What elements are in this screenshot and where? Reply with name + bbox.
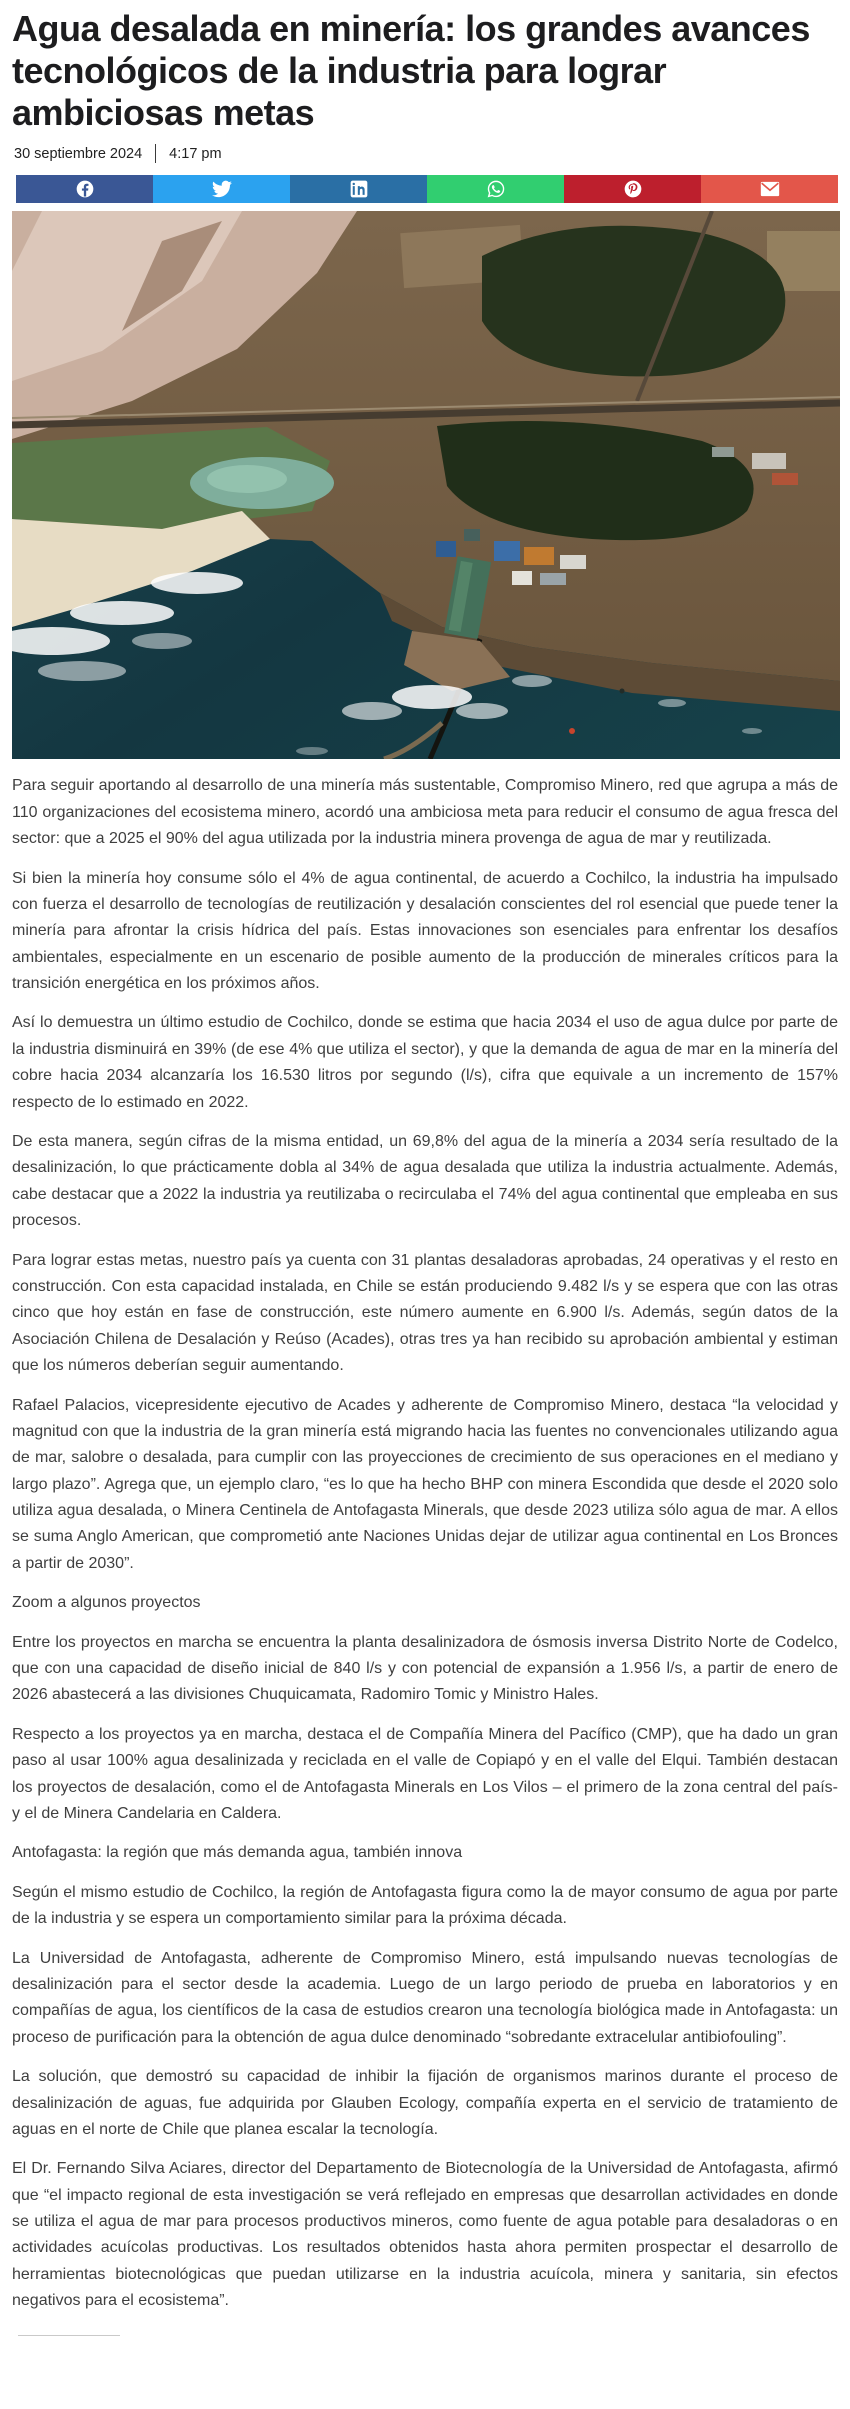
share-pinterest-button[interactable]	[564, 175, 701, 203]
article-paragraph: Según el mismo estudio de Cochilco, la región de Antofagasta figura como la de mayor consumo de agua por parte de la industria y se espera un comportamiento similar para la próxima década.	[12, 1883, 838, 1928]
linkedin-icon	[349, 179, 369, 199]
share-facebook-button[interactable]	[16, 175, 153, 203]
twitter-icon	[212, 179, 232, 199]
article-paragraph: Rafael Palacios, vicepresidente ejecutivo de Acades y adherente de Compromiso Minero, destaca “la velocidad y magnitud con que la industria de la gran minería está migrando hacia las fuentes no convencionales utilizando agua de mar, salobre o desalada, para cumplir con las proyecciones de crecimiento de sus operaciones en el mediano y largo plazo”. Agrega que, un ejemplo claro, “es lo que ha hecho BHP con minera Escondida que desde el 2020 solo utiliza agua desalada, o Minera Centinela de Antofagasta Minerals, que desde 2023 utiliza sólo agua de mar. A ellos se suma Anglo American, que comprometió ante Naciones Unidas dejar de utilizar agua continental en Los Bronces a partir de 2030”.	[12, 1396, 838, 1572]
facebook-icon	[75, 179, 95, 199]
article-date: 30 septiembre 2024	[14, 145, 143, 162]
bottom-divider	[18, 2335, 120, 2336]
article-subheading: Antofagasta: la región que más demanda agua, también innova	[12, 1844, 463, 1862]
article-meta	[14, 144, 838, 163]
article-subheading: Zoom a algunos proyectos	[12, 1594, 201, 1612]
pinterest-icon	[623, 179, 643, 199]
email-icon	[760, 181, 780, 197]
article-paragraph: Si bien la minería hoy consume sólo el 4% de agua continental, de acuerdo a Cochilco, la industria ha impulsado con fuerza el desarrollo de tecnologías de reutilización y desalación conscientes del rol esencial que puede tener la minería para afrontar la crisis hídrica del país. Estas innovaciones son esenciales para enfrentar los desafíos ambientales, especialmente en un escenario de posible aumento de la producción de minerales críticos para la transición energética en los próximos años.	[12, 869, 838, 993]
article-paragraph: De esta manera, según cifras de la misma entidad, un 69,8% del agua de la minería a 2034 sería resultado de la desalinización, lo que prácticamente dobla al 34% de agua desalada que utiliza la industria actualmente. Además, cabe destacar que a 2022 la industria ya reutilizaba o recirculaba el 74% del agua continental que empleaba en sus procesos.	[12, 1133, 838, 1230]
whatsapp-icon	[486, 179, 506, 199]
share-linkedin-button[interactable]	[290, 175, 427, 203]
article-paragraph: Así lo demuestra un último estudio de Cochilco, donde se estima que hacia 2034 el uso de agua dulce por parte de la industria disminuirá en 39% (de ese 4% que utiliza el sector), y que la demanda de agua de mar en la minería del cobre hacia 2034 alcanzaría los 16.530 litros por segundo (l/s), cifra que equivale a un incremento de 157% respecto de lo estimado en 2022.	[12, 1014, 838, 1111]
article-time: 4:17 pm	[169, 145, 222, 162]
meta-divider	[155, 144, 156, 163]
share-twitter-button[interactable]	[153, 175, 290, 203]
share-buttons-row	[16, 175, 838, 203]
article-paragraph: Para seguir aportando al desarrollo de una minería más sustentable, Compromiso Minero, red que agrupa a más de 110 organizaciones del ecosistema minero, acordó una ambiciosa meta para reducir el consumo de agua fresca del sector: que a 2025 el 90% del agua utilizada por la industria minera provenga de agua de mar y reutilizada.	[12, 777, 838, 848]
article-paragraph: Para lograr estas metas, nuestro país ya cuenta con 31 plantas desaladoras aprobadas, 24 operativas y el resto en construcción. Con esta capacidad instalada, en Chile se están produciendo 9.482 l/s y se espera que con las otras cinco que hoy están en fase de construcción, este número aumente en 6.900 l/s. Además, según datos de la Asociación Chilena de Desalación y Reúso (Acades), otras tres ya han recibido su aprobación ambiental y estiman que los números deberían seguir aumentando.	[12, 1251, 838, 1375]
article-paragraph: Respecto a los proyectos ya en marcha, destaca el de Compañía Minera del Pacífico (CMP), que ha dado un gran paso al usar 100% agua desalinizada y reciclada en el valle de Copiapó y en el valle del Elqui. También destacan los proyectos de desalación, como el de Antofagasta Minerals en Los Vilos – el primero de la zona central del país- y el de Minera Candelaria en Caldera.	[12, 1725, 838, 1822]
article-paragraph: La Universidad de Antofagasta, adherente de Compromiso Minero, está impulsando nuevas tecnologías de desalinización para el sector desde la academia. Luego de un largo periodo de prueba en laboratorios y en compañías de agua, los científicos de la casa de estudios crearon una tecnología biológica made in Antofagasta: un proceso de purificación para la obtención de agua dulce denominado “sobredante extracelular antibiofouling”.	[12, 1949, 838, 2046]
page-title: Agua desalada en minería: los grandes avances tecnológicos de la industria para lograr ambiciosas metas	[12, 8, 810, 134]
share-whatsapp-button[interactable]	[427, 175, 564, 203]
article-hero-image	[12, 211, 838, 759]
share-email-button[interactable]	[701, 175, 838, 203]
article-body	[12, 773, 838, 2314]
article-paragraph: El Dr. Fernando Silva Aciares, director del Departamento de Biotecnología de la Universidad de Antofagasta, afirmó que “el impacto regional de esta investigación se verá reflejado en empresas que desarrollan actividades en donde se utiliza el agua de mar para procesos productivos mineros, como fuente de agua potable para desaladoras o en actividades acuícolas productivas. Los resultados obtenidos hasta ahora permiten prospectar el desarrollo de herramientas biotecnológicas que puedan utilizarse en la industria acuícola, minera y sanitaria, sin efectos negativos para el ecosistema”.	[12, 2160, 838, 2310]
article-paragraph: Entre los proyectos en marcha se encuentra la planta desalinizadora de ósmosis inversa Distrito Norte de Codelco, que con una capacidad de diseño inicial de 840 l/s y con potencial de expansión a 1.956 l/s, a partir de enero de 2026 abastecerá a las divisiones Chuquicamata, Radomiro Tomic y Ministro Hales.	[12, 1633, 838, 1704]
article-paragraph: La solución, que demostró su capacidad de inhibir la fijación de organismos marinos durante el proceso de desalinización de aguas, fue adquirida por Glauben Ecology, compañía experta en el servicio de tratamiento de aguas en el norte de Chile que planea escalar la tecnología.	[12, 2068, 838, 2138]
